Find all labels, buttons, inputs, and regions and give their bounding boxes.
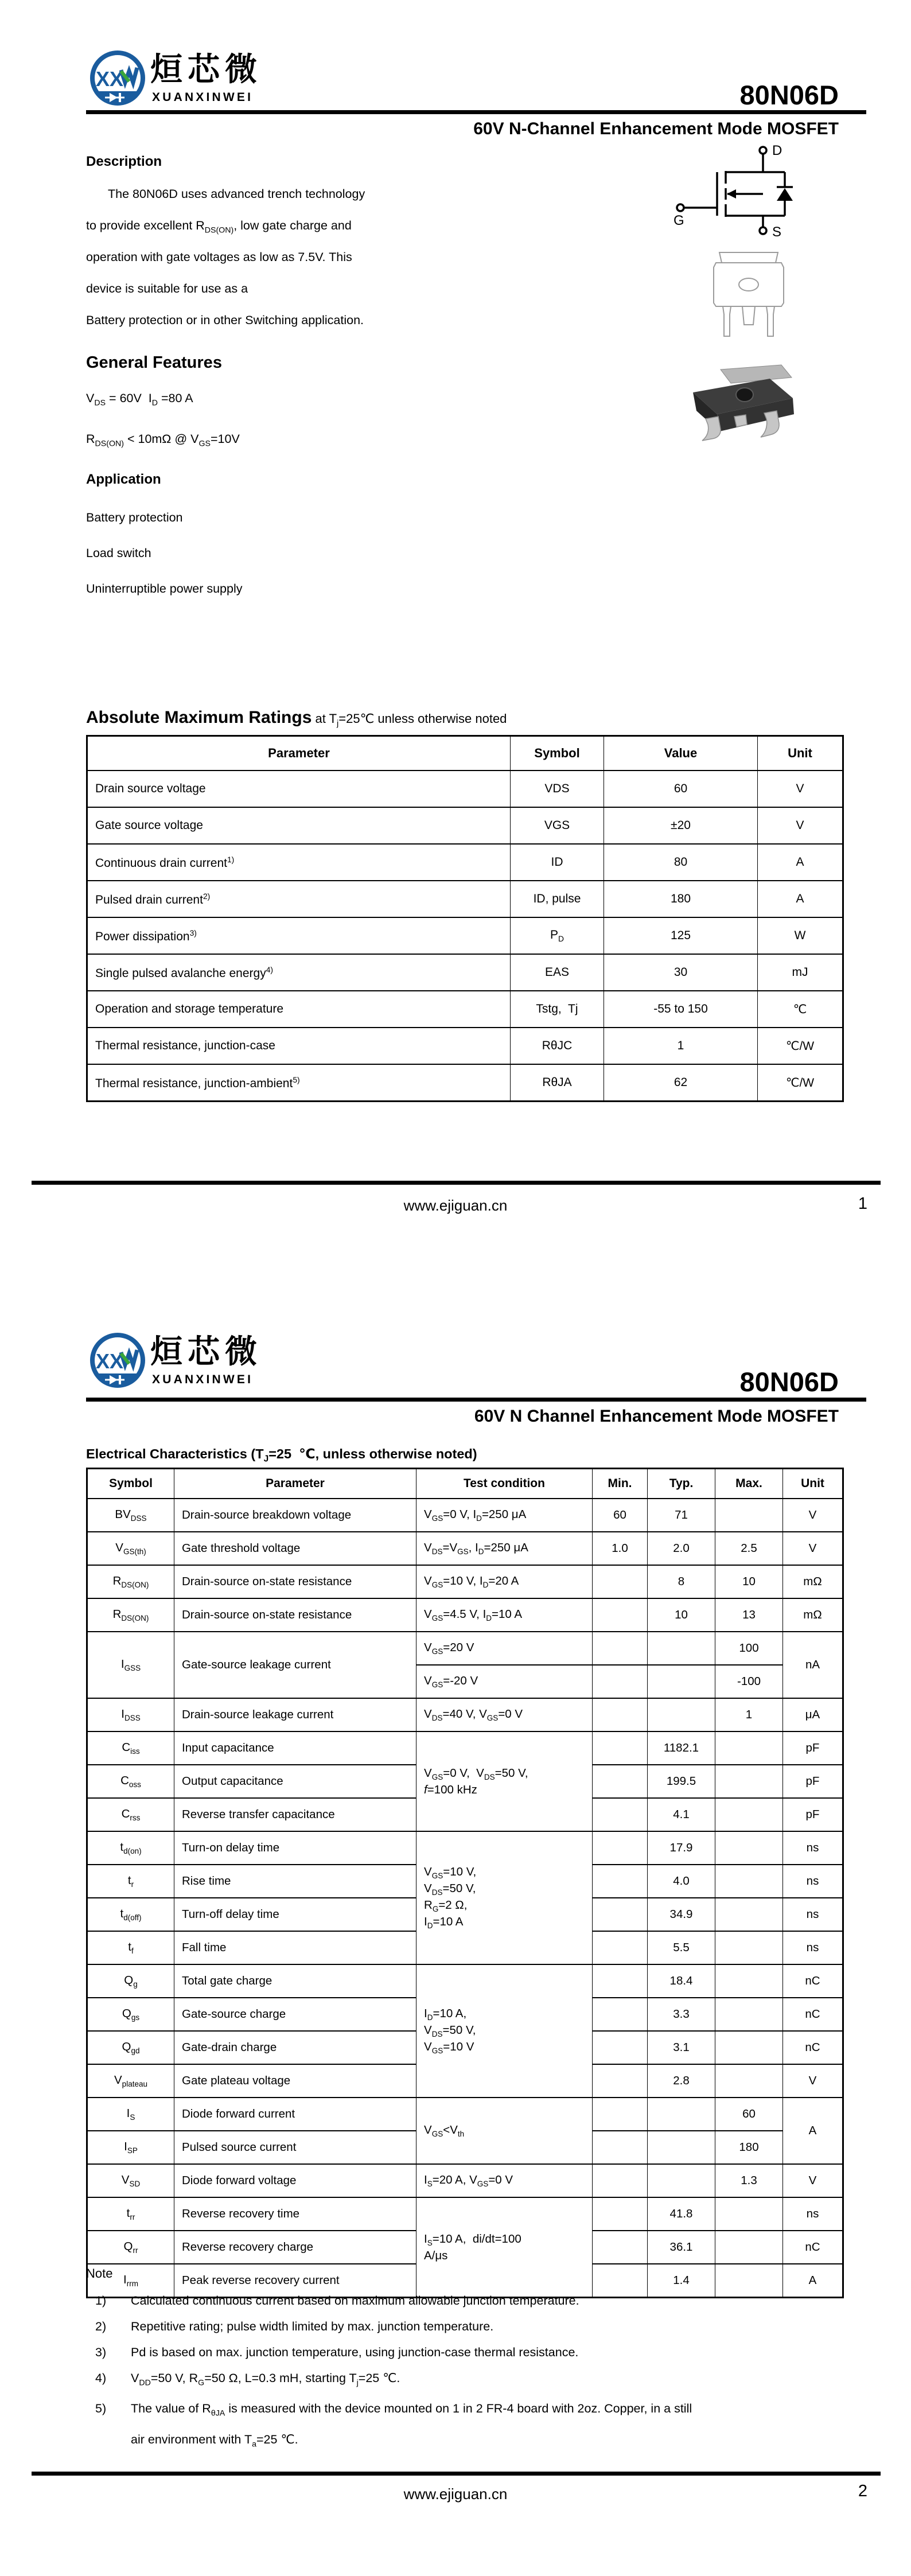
column-header: Symbol (87, 1469, 174, 1499)
table-cell: mΩ (783, 1598, 843, 1632)
table-cell: 1.3 (715, 2164, 783, 2197)
note-item (86, 2314, 861, 2340)
table-cell (593, 1931, 648, 1964)
table-cell (593, 2131, 648, 2164)
text-line: device is suitable for use as a (86, 282, 248, 295)
section-heading-description: Description (86, 154, 162, 169)
table-cell (715, 1865, 783, 1898)
table-cell: Gate-source charge (174, 1998, 416, 2031)
table-cell: A (783, 2098, 843, 2164)
table-cell: 125 (604, 917, 758, 954)
table-cell: nA (783, 1632, 843, 1698)
table-cell: ℃ (758, 991, 843, 1028)
general-features-list (86, 391, 614, 473)
table-cell (593, 2098, 648, 2131)
column-header: Min. (593, 1469, 648, 1499)
column-header: Parameter (174, 1469, 416, 1499)
table-cell: Pulsed drain current$^{2)}$ (87, 881, 511, 917)
table-cell: Drain-source on-state resistance (174, 1565, 416, 1598)
table-cell: 60 (604, 771, 758, 807)
table-row (87, 807, 843, 844)
logo-monogram: XX (96, 67, 124, 91)
brand-logo-icon (89, 49, 146, 108)
brand-logo-icon (89, 1332, 146, 1390)
table-cell (593, 1665, 648, 1698)
page-number: 1 (858, 1194, 867, 1213)
table-cell: $t_{rr}$ (87, 2197, 174, 2231)
note-number: 5) (95, 2402, 107, 2416)
table-cell (715, 2031, 783, 2064)
table-cell: A (758, 844, 843, 881)
table-row (87, 1499, 843, 1532)
table-cell (648, 1698, 715, 1731)
table-cell: RθJA (511, 1064, 604, 1102)
table-cell (593, 2031, 648, 2064)
text-line: Load switch (86, 546, 151, 560)
part-number: 80N06D (739, 1367, 839, 1397)
table-cell: Pulsed source current (174, 2131, 416, 2164)
table-cell: Turn-on delay time (174, 1831, 416, 1865)
table-row (87, 1964, 843, 1998)
table-cell: $t_{d(off)}$ (87, 1898, 174, 1931)
table-cell (593, 1765, 648, 1798)
table-cell: ns (783, 1931, 843, 1964)
table-cell (648, 2131, 715, 2164)
table-cell (648, 1665, 715, 1698)
table-cell (648, 2098, 715, 2131)
note-number: 3) (95, 2345, 107, 2359)
table-row (87, 844, 843, 881)
table-cell: A (783, 2264, 843, 2298)
table-cell: pF (783, 1798, 843, 1831)
table-cell: ℃/W (758, 1028, 843, 1064)
package-outline-drawing (701, 250, 796, 348)
table-cell (593, 1565, 648, 1598)
column-header: Parameter (87, 736, 511, 771)
table-cell: Single pulsed avalanche energy$^{4)}$ (87, 954, 511, 991)
table-cell: W (758, 917, 843, 954)
table-cell: 100 (715, 1632, 783, 1665)
table-cell: $BV_{DSS}$ (87, 1499, 174, 1532)
table-cell (715, 1998, 783, 2031)
table-cell (715, 1931, 783, 1964)
table-cell: $V_{GS(th)}$ (87, 1532, 174, 1565)
gate-label: G (673, 213, 684, 228)
table-cell: Rise time (174, 1865, 416, 1898)
table-row (87, 1532, 843, 1565)
table-cell: V (758, 807, 843, 844)
table-cell: V (783, 1499, 843, 1532)
table-cell: $C_{rss}$ (87, 1798, 174, 1831)
table-cell: $V_{GS}<V_{th}$ (416, 2098, 593, 2164)
part-number: 80N06D (739, 80, 839, 110)
text-line: to provide excellent $R_{DS(ON)}$, low gate charge and (86, 219, 352, 235)
table-cell: 1.4 (648, 2264, 715, 2298)
table-cell: A (758, 881, 843, 917)
table-cell (593, 1865, 648, 1898)
table-cell (715, 1731, 783, 1765)
section-heading-application: Application (86, 472, 161, 487)
table-cell: nC (783, 1998, 843, 2031)
table-header-row (87, 1469, 843, 1499)
note-text: $V_{DD}=50$ V, $R_G=50$ Ω, L=0.3 mH, starting $T_j=25$ ℃. (131, 2371, 400, 2388)
abs-max-table (86, 735, 844, 1102)
table-cell: 3.1 (648, 2031, 715, 2064)
table-cell: $C_{oss}$ (87, 1765, 174, 1798)
table-cell: 60 (715, 2098, 783, 2131)
mosfet-symbol (671, 143, 806, 241)
table-cell: 62 (604, 1064, 758, 1102)
table-cell (715, 1499, 783, 1532)
description-paragraph (86, 187, 614, 345)
table-row (87, 1831, 843, 1865)
table-cell: 1 (715, 1698, 783, 1731)
table-cell: Thermal resistance, junction-ambient$^{5)}$ (87, 1064, 511, 1102)
table-cell: nC (783, 2031, 843, 2064)
table-cell: Operation and storage temperature (87, 991, 511, 1028)
note-text: Repetitive rating; pulse width limited by max. junction temperature. (131, 2320, 494, 2333)
notes-list (86, 2288, 861, 2457)
column-header: Test condition (416, 1469, 593, 1499)
logo-monogram: XX (96, 1349, 124, 1373)
table-cell: $V_{plateau}$ (87, 2064, 174, 2098)
table-cell: 1.0 (593, 1532, 648, 1565)
table-cell: 2.5 (715, 1532, 783, 1565)
table-cell: $Q_{gs}$ (87, 1998, 174, 2031)
table-cell: Turn-off delay time (174, 1898, 416, 1931)
table-row (87, 2098, 843, 2131)
table-cell: Gate source voltage (87, 807, 511, 844)
table-cell (593, 1598, 648, 1632)
table-cell: 34.9 (648, 1898, 715, 1931)
table-cell: $I_{DSS}$ (87, 1698, 174, 1731)
table-cell (593, 1698, 648, 1731)
table-cell: Total gate charge (174, 1964, 416, 1998)
table-cell: $I_{GSS}$ (87, 1632, 174, 1698)
note-text: The value of $R_{\theta JA}$ is measured with the device mounted on 1 in 2 FR-4 board with 2oz. Copper, in a still air environment with $T_a=25$ ℃. (131, 2402, 692, 2449)
table-cell: Thermal resistance, junction-case (87, 1028, 511, 1064)
table-cell: Diode forward voltage (174, 2164, 416, 2197)
table-cell: 199.5 (648, 1765, 715, 1798)
table-cell: Power dissipation$^{3)}$ (87, 917, 511, 954)
table-cell: $Q_{rr}$ (87, 2231, 174, 2264)
table-cell: 4.1 (648, 1798, 715, 1831)
text-line: operation with gate voltages as low as 7.5V. This (86, 250, 352, 264)
table-cell: $t_f$ (87, 1931, 174, 1964)
table-row (87, 881, 843, 917)
table-cell: pF (783, 1765, 843, 1798)
note-number: 1) (95, 2294, 107, 2307)
table-cell: Gate-drain charge (174, 2031, 416, 2064)
table-cell: $V_{DS}=V_{GS}$, $I_D=250$ μA (416, 1532, 593, 1565)
table-row (87, 1698, 843, 1731)
table-cell (593, 1831, 648, 1865)
table-cell: Reverse recovery time (174, 2197, 416, 2231)
table-row (87, 1565, 843, 1598)
table-cell: V (783, 2064, 843, 2098)
brand-name-cn: 烜芯微 (150, 1333, 262, 1369)
table-cell: RθJC (511, 1028, 604, 1064)
table-cell (715, 1765, 783, 1798)
section-heading-abs-max (86, 708, 507, 728)
table-row (87, 1064, 843, 1102)
table-cell: ns (783, 1865, 843, 1898)
table-cell: $V_{GS}=0$ V, $I_D=250$ μA (416, 1499, 593, 1532)
footer-url: www.ejiguan.cn (403, 1197, 508, 1214)
header-rule (86, 1398, 866, 1402)
table-cell: 3.3 (648, 1998, 715, 2031)
table-cell: ns (783, 1831, 843, 1865)
table-cell (593, 2164, 648, 2197)
table-cell (593, 1731, 648, 1765)
application-list (86, 511, 614, 617)
table-cell: 80 (604, 844, 758, 881)
table-cell: pF (783, 1731, 843, 1765)
page-subtitle: 60V N-Channel Enhancement Mode MOSFET (473, 119, 839, 138)
table-cell: Gate plateau voltage (174, 2064, 416, 2098)
table-row (87, 1028, 843, 1064)
drain-label: D (772, 143, 782, 158)
table-cell: nC (783, 2231, 843, 2264)
table-cell (715, 1898, 783, 1931)
table-cell (648, 2164, 715, 2197)
table-row (87, 2164, 843, 2197)
table-cell: $V_{DS}=40$ V, $V_{GS}=0$ V (416, 1698, 593, 1731)
table-cell: Input capacitance (174, 1731, 416, 1765)
table-cell: V (783, 1532, 843, 1565)
table-cell: 10 (648, 1598, 715, 1632)
table-cell: ℃/W (758, 1064, 843, 1102)
table-cell: 1 (604, 1028, 758, 1064)
table-cell: ns (783, 1898, 843, 1931)
table-cell: $C_{iss}$ (87, 1731, 174, 1765)
note-item (86, 2365, 861, 2396)
table-cell: VDS (511, 771, 604, 807)
table-cell: $V_{GS}=20$ V (416, 1632, 593, 1665)
table-cell: $t_r$ (87, 1865, 174, 1898)
table-cell: Fall time (174, 1931, 416, 1964)
table-row (87, 1598, 843, 1632)
table-row (87, 1632, 843, 1665)
table-row (87, 991, 843, 1028)
table-cell: -55 to 150 (604, 991, 758, 1028)
brand-name-en: XUANXINWEI (152, 91, 254, 104)
table-cell (715, 2064, 783, 2098)
table-cell: ns (783, 2197, 843, 2231)
table-cell: 180 (604, 881, 758, 917)
table-cell: $t_{d(on)}$ (87, 1831, 174, 1865)
column-header: Max. (715, 1469, 783, 1499)
table-cell (593, 1798, 648, 1831)
table-cell: ±20 (604, 807, 758, 844)
table-row (87, 954, 843, 991)
table-cell: $R_{DS(ON)}$ (87, 1565, 174, 1598)
column-header: Unit (758, 736, 843, 771)
package-photo (685, 364, 800, 462)
table-cell: 4.0 (648, 1865, 715, 1898)
note-text: Calculated continuous current based on maximum allowable junction temperature. (131, 2294, 579, 2307)
table-cell: Gate threshold voltage (174, 1532, 416, 1565)
table-cell: 71 (648, 1499, 715, 1532)
table-cell: 60 (593, 1499, 648, 1532)
table-cell: 18.4 (648, 1964, 715, 1998)
table-cell: 13 (715, 1598, 783, 1632)
table-cell: Output capacitance (174, 1765, 416, 1798)
table-cell: $I_S$ (87, 2098, 174, 2131)
source-label: S (772, 224, 782, 240)
table-cell: Reverse transfer capacitance (174, 1798, 416, 1831)
table-cell: Tstg, Tj (511, 991, 604, 1028)
footer-rule (32, 1181, 881, 1185)
table-cell: -100 (715, 1665, 783, 1698)
notes-heading: Note (86, 2266, 113, 2281)
table-cell (715, 2197, 783, 2231)
column-header: Unit (783, 1469, 843, 1499)
table-row (87, 917, 843, 954)
table-cell: 2.8 (648, 2064, 715, 2098)
table-cell: Drain-source leakage current (174, 1698, 416, 1731)
column-header: Value (604, 736, 758, 771)
table-row (87, 771, 843, 807)
table-cell: mΩ (783, 1565, 843, 1598)
table-cell: $I_{rrm}$ (87, 2264, 174, 2298)
table-cell: 36.1 (648, 2231, 715, 2264)
text-line: Battery protection (86, 511, 183, 524)
note-number: 2) (95, 2320, 107, 2333)
section-heading-general-features: General Features (86, 353, 222, 372)
table-cell (715, 1831, 783, 1865)
brand-name-en: XUANXINWEI (152, 1373, 254, 1386)
table-cell (593, 1998, 648, 2031)
table-cell: 8 (648, 1565, 715, 1598)
table-cell (715, 1964, 783, 1998)
table-cell: V (758, 771, 843, 807)
table-cell: $V_{GS}=10$ V, $V_{DS}=50$ V, $R_G=2$ Ω, $I_D=10$ A (416, 1831, 593, 1964)
table-cell: 10 (715, 1565, 783, 1598)
table-cell: 5.5 (648, 1931, 715, 1964)
table-cell: Peak reverse recovery current (174, 2264, 416, 2298)
table-cell: Drain-source on-state resistance (174, 1598, 416, 1632)
page-number: 2 (858, 2482, 867, 2500)
table-cell: 30 (604, 954, 758, 991)
table-cell: nC (783, 1964, 843, 1998)
table-cell (593, 2064, 648, 2098)
table-cell (593, 2231, 648, 2264)
table-cell: Diode forward current (174, 2098, 416, 2131)
table-cell: 17.9 (648, 1831, 715, 1865)
text-line: $R_{DS(ON)} < 10m\Omega$ @ $V_{GS}=10V$ (86, 432, 240, 449)
electrical-characteristics-table (86, 1468, 844, 2298)
table-cell: Gate-source leakage current (174, 1632, 416, 1698)
column-header: Typ. (648, 1469, 715, 1499)
table-cell: $V_{SD}$ (87, 2164, 174, 2197)
table-cell (715, 1798, 783, 1831)
table-header-row (87, 736, 843, 771)
table-cell: mJ (758, 954, 843, 991)
note-item (86, 2340, 861, 2365)
table-cell: $I_{SP}$ (87, 2131, 174, 2164)
table-cell (593, 1632, 648, 1665)
table-cell: Drain source voltage (87, 771, 511, 807)
note-item (86, 2396, 861, 2457)
table-cell (715, 2231, 783, 2264)
table-cell: $I_D=10$ A, $V_{DS}=50$ V, $V_{GS}=10$ V (416, 1964, 593, 2098)
text-line: The 80N06D uses advanced trench technology (108, 187, 365, 201)
table-row (87, 2197, 843, 2231)
table-cell (593, 2197, 648, 2231)
table-row (87, 1731, 843, 1765)
table-cell: VGS (511, 807, 604, 844)
table-cell: 2.0 (648, 1532, 715, 1565)
text-line: Battery protection or in other Switching application. (86, 313, 364, 327)
abs-max-heading-bold: Absolute Maximum Ratings (86, 708, 312, 727)
table-cell: $R_{DS(ON)}$ (87, 1598, 174, 1632)
table-cell: $V_{GS}=-20$ V (416, 1665, 593, 1698)
text-line: $V_{DS} = 60V$ $I_D =80$ A (86, 391, 193, 408)
table-cell: $V_{GS}=0$ V, $V_{DS}=50$ V, f=100 kHz (416, 1731, 593, 1831)
note-text: Pd is based on max. junction temperature, using junction-case thermal resistance. (131, 2345, 579, 2359)
table-cell: Drain-source breakdown voltage (174, 1499, 416, 1532)
table-cell: 1182.1 (648, 1731, 715, 1765)
table-cell: $V_{GS}=10$ V, $I_D=20$ A (416, 1565, 593, 1598)
table-cell: $Q_g$ (87, 1964, 174, 1998)
table-cell: $I_S=10$ A, di/dt=100 A/μs (416, 2197, 593, 2298)
table-cell: μA (783, 1698, 843, 1731)
table-cell: $I_S=20$ A, $V_{GS}=0$ V (416, 2164, 593, 2197)
page-subtitle: 60V N Channel Enhancement Mode MOSFET (474, 1407, 839, 1426)
table-cell: ID, pulse (511, 881, 604, 917)
table-cell: $P_D$ (511, 917, 604, 954)
table-cell: Reverse recovery charge (174, 2231, 416, 2264)
note-number: 4) (95, 2371, 107, 2385)
abs-max-heading-note: at $T_j=25℃$ unless otherwise noted (312, 711, 507, 729)
column-header: Symbol (511, 736, 604, 771)
text-line: Uninterruptible power supply (86, 582, 243, 596)
footer-rule (32, 2472, 881, 2476)
table-cell: $V_{GS}=4.5$ V, $I_D=10$ A (416, 1598, 593, 1632)
table-cell (593, 1898, 648, 1931)
table-cell: 180 (715, 2131, 783, 2164)
table-cell: Continuous drain current$^{1)}$ (87, 844, 511, 881)
note-item (86, 2288, 861, 2314)
table-cell: $Q_{gd}$ (87, 2031, 174, 2064)
footer-url: www.ejiguan.cn (403, 2485, 508, 2503)
table-cell (593, 1964, 648, 1998)
table-cell: ID (511, 844, 604, 881)
header-rule (86, 110, 866, 114)
table-cell: EAS (511, 954, 604, 991)
table-cell (648, 1632, 715, 1665)
brand-name-cn: 烜芯微 (150, 51, 262, 87)
section-heading-electrical: Electrical Characteristics ($T_J=25$ ℃, unless otherwise noted) (86, 1446, 477, 1464)
table-cell: V (783, 2164, 843, 2197)
table-cell: 41.8 (648, 2197, 715, 2231)
